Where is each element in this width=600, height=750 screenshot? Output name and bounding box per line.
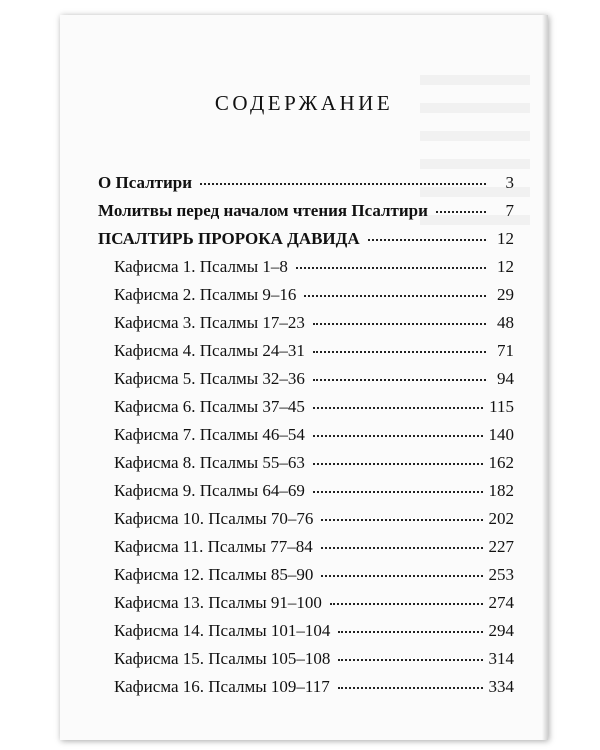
entry-title: Кафисма 14. Псалмы 101–104 — [114, 621, 331, 640]
book-page — [60, 15, 548, 740]
toc-entry — [98, 397, 514, 425]
dot-leader — [321, 519, 482, 521]
dot-leader — [200, 183, 486, 185]
page-number: 29 — [497, 285, 514, 304]
dot-leader — [436, 211, 486, 213]
entry-title: Кафисма 10. Псалмы 70–76 — [114, 509, 314, 528]
entry-title: Кафисма 5. Псалмы 32–36 — [114, 369, 305, 388]
entry-title: Кафисма 11. Псалмы 77–84 — [114, 537, 313, 556]
toc-entry — [98, 229, 514, 257]
dot-leader — [321, 547, 483, 549]
toc-entry — [98, 621, 514, 649]
toc-entry — [98, 565, 514, 593]
page-number: 314 — [488, 649, 514, 668]
table-of-contents — [98, 173, 514, 705]
entry-title: Кафисма 4. Псалмы 24–31 — [114, 341, 305, 360]
page-number: 7 — [505, 201, 514, 220]
toc-entry — [98, 593, 514, 621]
toc-entry — [98, 341, 514, 369]
toc-entry — [98, 509, 514, 537]
entry-title: Кафисма 12. Псалмы 85–90 — [114, 565, 314, 584]
toc-entry — [98, 285, 514, 313]
entry-title: Кафисма 8. Псалмы 55–63 — [114, 453, 305, 472]
page-number: 48 — [497, 313, 514, 332]
toc-entry — [98, 201, 514, 229]
toc-entry — [98, 677, 514, 705]
dot-leader — [313, 491, 483, 493]
page-number: 115 — [489, 397, 514, 416]
entry-title: Кафисма 9. Псалмы 64–69 — [114, 481, 305, 500]
page-number: 94 — [497, 369, 514, 388]
entry-title: Кафисма 15. Псалмы 105–108 — [114, 649, 331, 668]
dot-leader — [338, 631, 482, 633]
entry-title: О Псалтири — [98, 173, 193, 192]
entry-title: Кафисма 3. Псалмы 17–23 — [114, 313, 305, 332]
entry-title: Молитвы перед началом чтения Псалтири — [98, 201, 428, 220]
toc-entry — [98, 173, 514, 201]
entry-title: Кафисма 2. Псалмы 9–16 — [114, 285, 297, 304]
page-number: 294 — [488, 621, 514, 640]
entry-title: Кафисма 6. Псалмы 37–45 — [114, 397, 305, 416]
page-title: СОДЕРЖАНИЕ — [214, 91, 394, 115]
dot-leader — [330, 603, 483, 605]
page-number: 162 — [488, 453, 514, 472]
dot-leader — [313, 463, 483, 465]
page-number: 274 — [488, 593, 514, 612]
entry-title: ПСАЛТИРЬ ПРОРОКА ДАВИДА — [98, 229, 360, 248]
toc-entry — [98, 537, 514, 565]
dot-leader — [313, 407, 483, 409]
page-number: 227 — [488, 537, 514, 556]
dot-leader — [338, 659, 482, 661]
dot-leader — [304, 295, 486, 297]
dot-leader — [338, 687, 483, 689]
entry-title: Кафисма 13. Псалмы 91–100 — [114, 593, 322, 612]
dot-leader — [321, 575, 482, 577]
toc-entry — [98, 649, 514, 677]
entry-title: Кафисма 7. Псалмы 46–54 — [114, 425, 305, 444]
dot-leader — [296, 267, 486, 269]
show-through-header — [100, 33, 534, 45]
dot-leader — [313, 323, 486, 325]
toc-entry — [98, 369, 514, 397]
entry-title: Кафисма 16. Псалмы 109–117 — [114, 677, 330, 696]
page-number: 334 — [488, 677, 514, 696]
page-number: 3 — [505, 173, 514, 192]
toc-entry — [98, 313, 514, 341]
dot-leader — [313, 379, 486, 381]
toc-entry — [98, 257, 514, 285]
dot-leader — [313, 351, 486, 353]
toc-entry — [98, 481, 514, 509]
page-number: 140 — [488, 425, 514, 444]
page-number: 182 — [488, 481, 514, 500]
entry-title: Кафисма 1. Псалмы 1–8 — [114, 257, 288, 276]
page-number: 253 — [488, 565, 514, 584]
toc-entry — [98, 453, 514, 481]
page-number: 202 — [488, 509, 514, 528]
dot-leader — [313, 435, 483, 437]
page-number: 12 — [497, 257, 514, 276]
dot-leader — [368, 239, 486, 241]
page-number: 71 — [497, 341, 514, 360]
toc-entry — [98, 425, 514, 453]
page-number: 12 — [497, 229, 514, 248]
